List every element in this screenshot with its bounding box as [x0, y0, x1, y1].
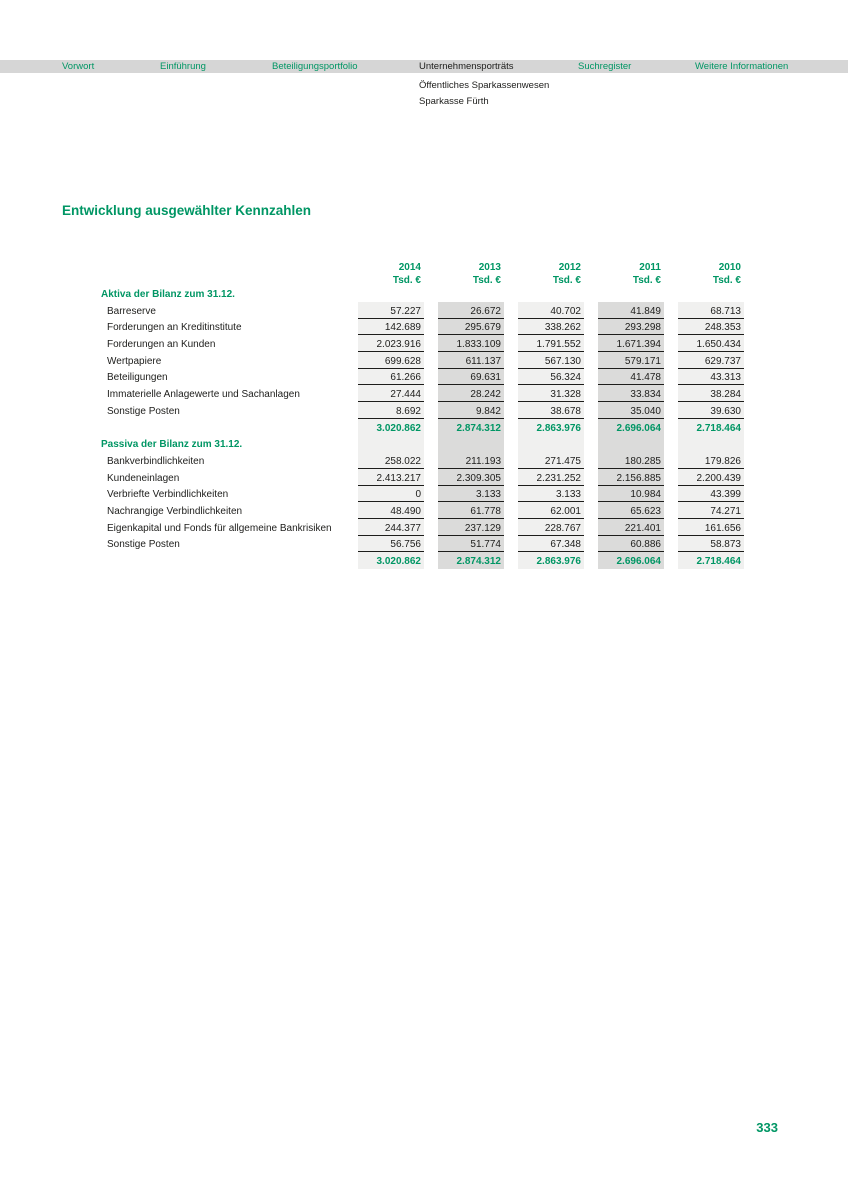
cell-value: 43.399: [678, 486, 744, 503]
row-label: Eigenkapital und Fonds für allgemeine Bankrisiken: [107, 522, 332, 534]
total-value: 3.020.862: [376, 422, 421, 434]
row-label: Sonstige Posten: [107, 539, 180, 551]
table-row: [101, 502, 744, 519]
unit-header: Tsd. €: [712, 275, 741, 286]
cell-value: 629.737: [678, 352, 744, 369]
cell-value: 1.791.552: [518, 335, 584, 352]
cell-value: 31.328: [518, 385, 584, 402]
cell-value: 68.713: [678, 302, 744, 319]
cell-value: 62.001: [518, 502, 584, 519]
cell-value: 1.833.109: [438, 335, 504, 352]
cell-value: 258.022: [358, 452, 424, 469]
table-header-units: [101, 274, 744, 287]
cell-value: 35.040: [598, 402, 664, 419]
nav-item-beteiligungsportfolio[interactable]: Beteiligungsportfolio: [272, 61, 358, 72]
cell-value: 611.137: [438, 352, 504, 369]
cell-value: 161.656: [678, 519, 744, 536]
kennzahlen-table: [101, 258, 744, 569]
cell-value: 244.377: [358, 519, 424, 536]
row-label: Bankverbindlichkeiten: [107, 455, 205, 467]
total-value: 2.863.976: [536, 556, 581, 567]
cell-value: 38.678: [518, 402, 584, 419]
unit-header: Tsd. €: [632, 275, 661, 286]
row-label: Immaterielle Anlagewerte und Sachanlagen: [107, 389, 300, 401]
table-total-row-aktiva: [101, 419, 744, 436]
row-label: Wertpapiere: [107, 355, 162, 367]
table-row: [101, 385, 744, 402]
year-header: 2010: [718, 262, 741, 273]
table-row: [101, 519, 744, 536]
cell-value: 60.886: [598, 536, 664, 553]
cell-value: 0: [358, 486, 424, 503]
year-header: 2012: [558, 262, 581, 273]
cell-value: 67.348: [518, 536, 584, 553]
unit-header: Tsd. €: [472, 275, 501, 286]
table-row: [101, 486, 744, 503]
row-label: Verbriefte Verbindlichkeiten: [107, 489, 229, 501]
cell-value: 38.284: [678, 385, 744, 402]
cell-value: 221.401: [598, 519, 664, 536]
cell-value: 41.478: [598, 369, 664, 386]
row-label: Kundeneinlagen: [107, 472, 180, 484]
cell-value: 3.133: [518, 486, 584, 503]
cell-value: 179.826: [678, 452, 744, 469]
table-row: [101, 452, 744, 469]
cell-value: 40.702: [518, 302, 584, 319]
table-row: [101, 352, 744, 369]
nav-item-einfuehrung[interactable]: Einführung: [160, 61, 206, 72]
total-value: 2.718.464: [696, 422, 741, 434]
table-row: [101, 319, 744, 336]
section-title: Passiva der Bilanz zum 31.12.: [101, 439, 243, 451]
row-label: Forderungen an Kunden: [107, 339, 216, 351]
cell-value: 51.774: [438, 536, 504, 553]
cell-value: 2.413.217: [358, 469, 424, 486]
row-label: Sonstige Posten: [107, 405, 180, 417]
cell-value: 293.298: [598, 319, 664, 336]
cell-value: 61.266: [358, 369, 424, 386]
total-value: 2.696.064: [616, 556, 661, 567]
nav-item-vorwort[interactable]: Vorwort: [62, 61, 95, 72]
section-header-passiva: [101, 436, 744, 453]
year-header: 2013: [478, 262, 501, 273]
cell-value: 567.130: [518, 352, 584, 369]
cell-value: 61.778: [438, 502, 504, 519]
cell-value: 338.262: [518, 319, 584, 336]
table-row: [101, 369, 744, 386]
cell-value: 8.692: [358, 402, 424, 419]
unit-header: Tsd. €: [392, 275, 421, 286]
page-number: 333: [756, 1120, 778, 1135]
cell-value: 57.227: [358, 302, 424, 319]
section-header-aktiva: [101, 287, 744, 302]
nav-item-suchregister[interactable]: Suchregister: [578, 61, 632, 72]
cell-value: 26.672: [438, 302, 504, 319]
cell-value: 295.679: [438, 319, 504, 336]
total-value: 2.874.312: [456, 422, 501, 434]
cell-value: 28.242: [438, 385, 504, 402]
cell-value: 56.756: [358, 536, 424, 553]
cell-value: 2.309.305: [438, 469, 504, 486]
table-row: [101, 469, 744, 486]
cell-value: 43.313: [678, 369, 744, 386]
cell-value: 248.353: [678, 319, 744, 336]
cell-value: 699.628: [358, 352, 424, 369]
table-header-years: [101, 258, 744, 274]
table-row: [101, 302, 744, 319]
total-value: 3.020.862: [376, 556, 421, 567]
cell-value: 10.984: [598, 486, 664, 503]
table-total-row-passiva: [101, 552, 744, 569]
section-title: Aktiva der Bilanz zum 31.12.: [101, 289, 235, 300]
cell-value: 579.171: [598, 352, 664, 369]
cell-value: 2.023.916: [358, 335, 424, 352]
table-row: [101, 335, 744, 352]
cell-value: 2.156.885: [598, 469, 664, 486]
cell-value: 39.630: [678, 402, 744, 419]
cell-value: 2.200.439: [678, 469, 744, 486]
total-value: 2.874.312: [456, 556, 501, 567]
row-label: Barreserve: [107, 305, 156, 317]
cell-value: 1.671.394: [598, 335, 664, 352]
unit-header: Tsd. €: [552, 275, 581, 286]
nav-item-weitere-informationen[interactable]: Weitere Informationen: [695, 61, 789, 72]
cell-value: 58.873: [678, 536, 744, 553]
cell-value: 56.324: [518, 369, 584, 386]
year-header: 2011: [639, 262, 661, 273]
nav-sublabel-chapter: Öffentliches Sparkassenwesen: [419, 80, 550, 91]
cell-value: 41.849: [598, 302, 664, 319]
cell-value: 65.623: [598, 502, 664, 519]
cell-value: 74.271: [678, 502, 744, 519]
total-value: 2.718.464: [696, 556, 741, 567]
cell-value: 69.631: [438, 369, 504, 386]
cell-value: 2.231.252: [518, 469, 584, 486]
cell-value: 27.444: [358, 385, 424, 402]
total-value: 2.696.064: [616, 422, 661, 434]
nav-item-unternehmensportraets[interactable]: Unternehmensporträts: [419, 61, 514, 72]
table-row: [101, 536, 744, 553]
row-label: Beteiligungen: [107, 372, 168, 384]
cell-value: 211.193: [438, 452, 504, 469]
cell-value: 142.689: [358, 319, 424, 336]
cell-value: 237.129: [438, 519, 504, 536]
cell-value: 1.650.434: [678, 335, 744, 352]
cell-value: 271.475: [518, 452, 584, 469]
cell-value: 9.842: [438, 402, 504, 419]
cell-value: 3.133: [438, 486, 504, 503]
nav-sublabel-company: Sparkasse Fürth: [419, 96, 489, 107]
row-label: Forderungen an Kreditinstitute: [107, 322, 242, 334]
cell-value: 228.767: [518, 519, 584, 536]
table-row: [101, 402, 744, 419]
year-header: 2014: [398, 262, 421, 273]
cell-value: 33.834: [598, 385, 664, 402]
row-label: Nachrangige Verbindlichkeiten: [107, 505, 243, 517]
page-title: Entwicklung ausgewählter Kennzahlen: [62, 203, 312, 218]
top-navigation: [0, 60, 848, 73]
cell-value: 48.490: [358, 502, 424, 519]
total-value: 2.863.976: [536, 422, 581, 434]
cell-value: 180.285: [598, 452, 664, 469]
